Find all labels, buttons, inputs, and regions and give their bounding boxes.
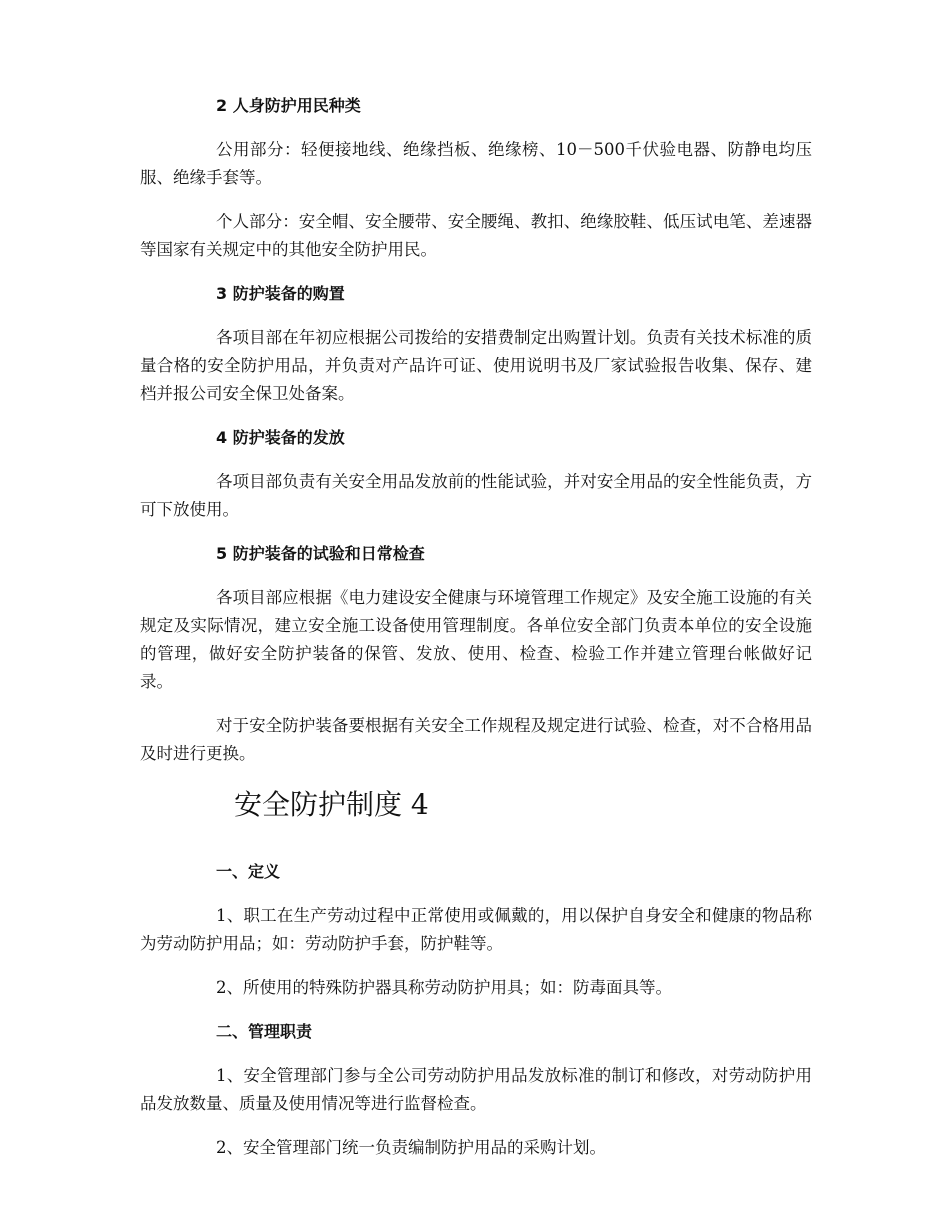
- paragraph-personal-items: 个人部分：安全帽、安全腰带、安全腰绳、教扣、绝缘胶鞋、低压试电笔、差速器等国家有关规定中的其他安全防护用民。: [140, 212, 812, 259]
- paragraph-definition-1: 1、职工在生产劳动过程中正常使用或佩戴的，用以保护自身安全和健康的物品称为劳动防护用品；如：劳动防护手套，防护鞋等。: [140, 906, 812, 953]
- paragraph-testing: 各项目部应根据《电力建设安全健康与环境管理工作规定》及安全施工设施的有关规定及实际情况，建立安全施工设备使用管理制度。各单位安全部门负责本单位的安全设施的管理，做好安全防护装备的保管、发放、使用、检查、检验工作并建立管理台帐做好记录。: [140, 588, 812, 691]
- paragraph-definition-2: 2、所使用的特殊防护器具称劳动防护用具；如：防毒面具等。: [216, 978, 672, 997]
- paragraph-responsibility-1: 1、安全管理部门参与全公司劳动防护用品发放标准的制订和修改，对劳动防护用品发放数量、质量及使用情况等进行监督检查。: [140, 1066, 812, 1113]
- paragraph-responsibility-2: 2、安全管理部门统一负责编制防护用品的采购计划。: [216, 1138, 606, 1157]
- section-heading-purchase: 3 防护装备的购置: [216, 284, 345, 303]
- paragraph-replacement: 对于安全防护装备要根据有关安全工作规程及规定进行试验、检查，对不合格用品及时进行更换。: [140, 716, 812, 763]
- section-heading-definition: 一、定义: [216, 862, 281, 881]
- document-page: [140, 92, 812, 1162]
- paragraph-issue: 各项目部负责有关安全用品发放前的性能试验，并对安全用品的安全性能负责，方可下放使用。: [140, 472, 812, 519]
- paragraph-public-items: 公用部分：轻便接地线、绝缘挡板、绝缘榜、10－500千伏验电器、防静电均压服、绝缘手套等。: [140, 140, 812, 187]
- document-title: 安全防护制度 4: [234, 788, 429, 821]
- section-heading-protective-types: 2 人身防护用民种类: [216, 96, 361, 115]
- paragraph-purchase: 各项目部在年初应根据公司拨给的安措费制定出购置计划。负责有关技术标准的质量合格的安全防护用品，并负责对产品许可证、使用说明书及厂家试验报告收集、保存、建档并报公司安全保卫处备案。: [140, 328, 812, 403]
- section-heading-testing: 5 防护装备的试验和日常检查: [216, 544, 425, 563]
- section-heading-responsibilities: 二、管理职责: [216, 1022, 313, 1041]
- section-heading-issue: 4 防护装备的发放: [216, 428, 345, 447]
